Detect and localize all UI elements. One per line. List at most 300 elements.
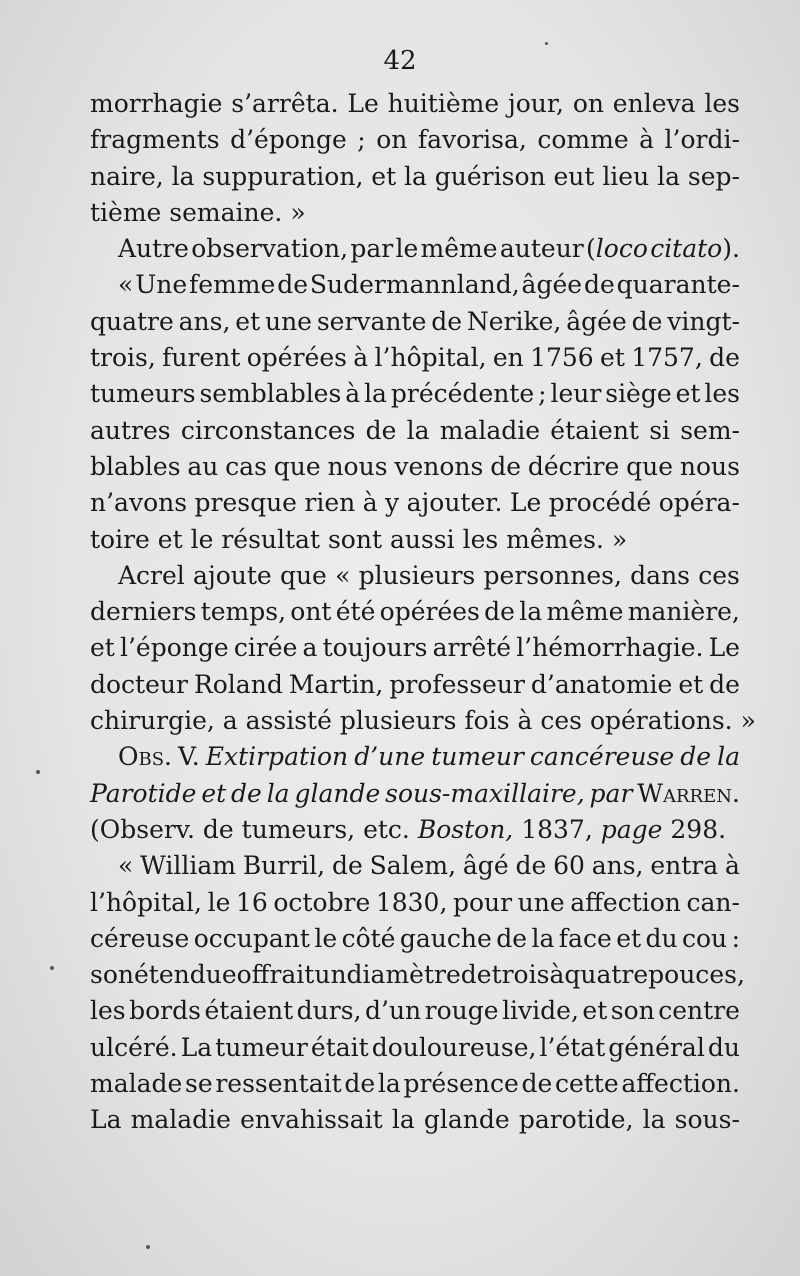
word: [549, 485, 652, 521]
word: [709, 667, 740, 703]
word-part: d’un: [365, 996, 422, 1026]
word: [181, 1030, 213, 1066]
word-part: un: [314, 960, 347, 990]
word: [90, 1102, 122, 1138]
text-line: [90, 449, 740, 485]
word-part: Extirpation: [205, 742, 349, 772]
word: [630, 558, 690, 594]
word-part: ces: [698, 560, 740, 590]
word: [327, 449, 387, 485]
word-part: de: [202, 814, 234, 844]
word: [332, 848, 363, 884]
word: [657, 159, 680, 195]
word: [546, 594, 623, 630]
word-part: résultat: [221, 524, 321, 554]
word-part: d’éponge: [230, 125, 347, 155]
word: [294, 776, 380, 812]
word: [555, 1066, 619, 1102]
word: [530, 340, 594, 376]
text-line: [90, 304, 740, 340]
word-part: lieu: [602, 161, 650, 191]
word-part: parotide,: [518, 1105, 634, 1135]
word: [118, 267, 133, 303]
word-part: la: [642, 1105, 666, 1135]
word: [665, 122, 740, 158]
word-part: d’une: [354, 742, 426, 772]
word: [234, 630, 298, 666]
word-part: opéra-: [658, 488, 740, 518]
word: [247, 340, 347, 376]
word-part: chirurgie,: [90, 706, 215, 736]
word: [493, 340, 524, 376]
text-line: [90, 267, 740, 303]
word: [357, 122, 365, 158]
word-part: de: [490, 451, 521, 481]
word-part: général: [608, 1032, 705, 1062]
word: [347, 957, 461, 993]
word: [221, 522, 320, 558]
word-part: 1757,: [631, 343, 703, 373]
word-part: de: [521, 1069, 553, 1099]
word: [194, 667, 283, 703]
word: [521, 812, 593, 848]
word: [709, 340, 740, 376]
word-part: ans,: [591, 851, 644, 881]
body-text: [90, 86, 756, 1139]
word: [385, 485, 399, 521]
word: [464, 703, 509, 739]
word-part: à: [353, 343, 369, 373]
word: [204, 993, 293, 1029]
word-part: et: [371, 161, 397, 191]
word-part: de: [583, 270, 615, 300]
word-part: V.: [178, 742, 200, 772]
word: [162, 340, 240, 376]
word-part: le: [314, 923, 338, 953]
word: [206, 739, 348, 775]
word: [366, 413, 397, 449]
word-part: enleva: [612, 89, 696, 118]
word-part: âgé: [462, 851, 509, 881]
word-part: tième: [90, 197, 162, 227]
word-part: Parotide: [90, 778, 197, 808]
word: [682, 921, 727, 957]
word-part: maladie: [130, 1105, 231, 1135]
text-line: [90, 376, 740, 412]
word-part: à: [549, 960, 565, 990]
word: [290, 195, 305, 231]
word-part: bords: [129, 996, 201, 1026]
word-part: Acrel: [118, 560, 185, 590]
word: [540, 1030, 606, 1066]
word-part: 16: [235, 887, 268, 917]
word: [172, 159, 195, 195]
word: [90, 885, 202, 921]
word-part: furent: [162, 343, 241, 373]
word: [390, 522, 455, 558]
text-line: [90, 594, 740, 630]
word: [129, 993, 201, 1029]
word-part: ans,: [178, 306, 231, 336]
word-part: maladie: [439, 415, 541, 445]
word: [231, 776, 262, 812]
word: [90, 159, 164, 195]
word-part: de: [344, 1069, 376, 1099]
word-part: de: [365, 415, 397, 445]
word: [344, 1066, 375, 1102]
word: [540, 703, 582, 739]
word-part: âgée: [521, 270, 583, 300]
word: [680, 449, 740, 485]
word-part: tumeur: [215, 1032, 308, 1062]
word: [602, 159, 649, 195]
word: [502, 993, 579, 1029]
word-part: Le: [708, 633, 740, 663]
word-part: semblables: [199, 379, 342, 409]
word: [688, 159, 740, 195]
word-part: sous-maxillaire,: [385, 778, 585, 808]
word-part: glande: [294, 778, 381, 808]
word: [522, 267, 583, 303]
word-part: durs,: [296, 996, 362, 1026]
word-part: centre: [658, 996, 740, 1026]
word: [650, 848, 718, 884]
word-part: même: [420, 234, 498, 264]
word: [342, 921, 396, 957]
word-part: à: [639, 125, 655, 155]
word-part: et: [90, 633, 115, 663]
word-part: a: [302, 633, 318, 663]
word: [570, 885, 681, 921]
word-part: présence: [403, 1069, 519, 1099]
word-part: opérations.: [589, 706, 733, 736]
word: [90, 667, 188, 703]
word: [708, 1030, 740, 1066]
word: [496, 921, 527, 957]
word: [280, 558, 327, 594]
word-part: mêmes.: [506, 524, 604, 554]
word-part: temps,: [200, 597, 287, 627]
word: [134, 957, 237, 993]
word-part: quarante-: [616, 270, 740, 300]
word-part: «: [118, 270, 134, 300]
word-part: manière,: [627, 597, 740, 627]
word: [639, 122, 654, 158]
word: [670, 812, 726, 848]
word: [676, 376, 701, 412]
word-part: sep-: [687, 161, 740, 191]
text-line: [90, 231, 740, 267]
word: [484, 594, 515, 630]
word-part: cirée: [233, 633, 298, 663]
word: [235, 304, 260, 340]
word: [350, 231, 393, 267]
word: [90, 485, 187, 521]
word-part: 60: [553, 851, 585, 881]
word-part: décrire: [527, 451, 620, 481]
word: [741, 703, 756, 739]
word-part: ont: [290, 597, 332, 627]
word-part: la: [377, 1069, 401, 1099]
word-part: semaine.: [169, 197, 283, 227]
word: [440, 413, 540, 449]
word-part: ulcéré.: [90, 1032, 178, 1062]
word-part: affection.: [621, 1069, 740, 1099]
word-part: livide,: [502, 996, 579, 1026]
word: [179, 304, 231, 340]
word-part: de: [331, 851, 363, 881]
word-part: servante: [316, 306, 427, 336]
word: [530, 739, 674, 775]
ink-speck: [50, 966, 54, 970]
word-part: Le: [509, 488, 542, 518]
word: [518, 703, 533, 739]
word: [521, 1066, 552, 1102]
word: [559, 921, 612, 957]
word: [418, 122, 527, 158]
word-part: se: [185, 1069, 213, 1099]
word: [90, 703, 215, 739]
word: [317, 304, 427, 340]
word-part: Salem,: [369, 851, 457, 881]
word: [732, 921, 740, 957]
text-line: [90, 957, 745, 993]
word-part: huitième: [387, 89, 500, 118]
word: [314, 957, 346, 993]
word-part: une: [264, 306, 312, 336]
word: [510, 485, 541, 521]
word-part: siège: [605, 379, 672, 409]
word-part: pouces,: [648, 960, 745, 990]
word-part: ;: [357, 125, 366, 155]
word: [590, 776, 633, 812]
word-part: :: [731, 923, 740, 953]
word-part: l’hémorrhagie.: [516, 633, 704, 663]
word: [340, 703, 457, 739]
word-part: même: [546, 597, 624, 627]
word-part: ressentait: [215, 1069, 342, 1099]
word: [236, 885, 268, 921]
word-part: à: [362, 488, 378, 518]
word-part: et: [157, 524, 183, 554]
word: [463, 848, 509, 884]
word: [538, 376, 546, 412]
word: [516, 630, 703, 666]
word: [658, 993, 740, 1029]
word: [616, 921, 641, 957]
word: [118, 558, 185, 594]
word-part: tumeurs: [90, 379, 196, 409]
word: [519, 594, 542, 630]
text-line: [90, 921, 740, 957]
word-part: les: [704, 89, 740, 118]
word: [230, 122, 347, 158]
word: [202, 159, 363, 195]
word-part: La: [180, 1032, 213, 1062]
word: [90, 122, 220, 158]
word-part: s’arrêta.: [231, 89, 339, 118]
word-part: professeur: [389, 669, 525, 699]
word: [687, 885, 740, 921]
text-line: [90, 122, 740, 158]
word: [394, 449, 483, 485]
word-part: William: [140, 851, 236, 881]
word: [645, 921, 677, 957]
word-part: guérison: [434, 161, 546, 191]
word: [531, 667, 672, 703]
word-part: assisté: [245, 706, 332, 736]
word-part: du: [707, 1032, 740, 1062]
word-part: ces: [540, 706, 582, 736]
word: [303, 630, 318, 666]
word: [215, 1066, 341, 1102]
word-part: à: [517, 706, 533, 736]
word: [467, 304, 562, 340]
word: [336, 594, 376, 630]
word: [191, 231, 348, 267]
word-part: vingt-: [667, 306, 740, 336]
word-part: la: [391, 1105, 415, 1135]
word: [90, 304, 174, 340]
word-part: «: [335, 560, 351, 590]
word: [372, 1030, 537, 1066]
word: [345, 376, 360, 412]
word: [709, 630, 740, 666]
word: [243, 848, 325, 884]
word: [237, 957, 315, 993]
word-part: Boston,: [417, 814, 514, 844]
word-part: que: [279, 560, 327, 590]
text-line: [90, 1066, 740, 1102]
word: [389, 667, 525, 703]
word: [193, 558, 272, 594]
word: [564, 957, 648, 993]
word-part: et: [675, 379, 701, 409]
word: [189, 267, 275, 303]
word-part: trois: [491, 960, 550, 990]
word-part: de: [277, 270, 309, 300]
word: [323, 630, 428, 666]
word-part: a: [222, 706, 238, 736]
word-part: comme: [537, 125, 629, 155]
text-line: [90, 485, 740, 521]
word: [549, 957, 564, 993]
word-part: l’ordi-: [664, 125, 740, 155]
word-part: arrêté: [432, 633, 512, 663]
word: [365, 993, 421, 1029]
word-part: cou: [681, 923, 728, 953]
word: [267, 776, 290, 812]
word-part: suppuration,: [202, 161, 364, 191]
word: [314, 921, 337, 957]
word-part: femme: [189, 270, 276, 300]
word-part: aussi: [389, 524, 455, 554]
word-part: face: [558, 923, 612, 953]
word: [400, 921, 492, 957]
word: [378, 1066, 401, 1102]
word: [90, 86, 222, 122]
word-part: 1756: [530, 343, 594, 373]
word: [698, 558, 740, 594]
word-part: octobre: [273, 887, 371, 917]
word: [621, 1066, 740, 1102]
word-part: «: [118, 851, 134, 881]
word-part: de: [631, 306, 663, 336]
word: [120, 630, 229, 666]
word-part: plusieurs: [339, 706, 457, 736]
word-part: quatre: [564, 960, 649, 990]
word: [508, 86, 564, 122]
word-part: la: [404, 161, 427, 191]
word: [617, 267, 740, 303]
word-part: ajoute: [193, 560, 272, 590]
word: [492, 957, 550, 993]
word: [518, 885, 565, 921]
word: [605, 376, 671, 412]
word: [201, 776, 226, 812]
word-part: Martin,: [288, 669, 384, 699]
word: [90, 195, 161, 231]
word-part: on: [572, 89, 604, 118]
word-part: une: [517, 887, 565, 917]
text-line: [90, 812, 740, 848]
word: [376, 885, 448, 921]
text-line: [90, 848, 740, 884]
word-part: de: [496, 923, 528, 953]
word-part: l’hôpital,: [374, 343, 487, 373]
text-line: [90, 340, 740, 376]
word-part: Warren.: [637, 778, 740, 808]
word: [395, 231, 418, 267]
word: [659, 485, 740, 521]
word: [704, 376, 740, 412]
word: [600, 340, 625, 376]
word: [608, 1030, 705, 1066]
word-part: son: [90, 960, 134, 990]
word-part: Roland: [193, 669, 283, 699]
word: [675, 1102, 740, 1138]
word-part: citato: [650, 234, 723, 264]
word: [461, 957, 492, 993]
word: [265, 304, 312, 340]
word: [118, 848, 133, 884]
word-part: par: [589, 778, 633, 808]
word-part: auteur: [499, 234, 584, 264]
word: [431, 304, 462, 340]
word-part: »: [290, 197, 306, 227]
word-part: etc.: [363, 814, 410, 844]
word-part: céreuse: [90, 923, 190, 953]
text-line: [90, 667, 740, 703]
text-line: [90, 739, 740, 775]
word-part: personnes,: [483, 560, 622, 590]
word: [391, 376, 534, 412]
word-part: la: [406, 415, 430, 445]
word-part: La: [90, 1105, 122, 1135]
word-part: et: [616, 923, 642, 953]
word: [431, 739, 524, 775]
word-part: derniers: [90, 597, 197, 627]
word-part: de: [484, 597, 515, 627]
word: [725, 848, 740, 884]
word: [611, 993, 655, 1029]
word: [528, 449, 620, 485]
word: [370, 848, 456, 884]
word: [90, 1066, 182, 1102]
word-part: Le: [347, 89, 379, 118]
word-part: d’anatomie: [530, 669, 673, 699]
word-part: opérées: [379, 597, 480, 627]
